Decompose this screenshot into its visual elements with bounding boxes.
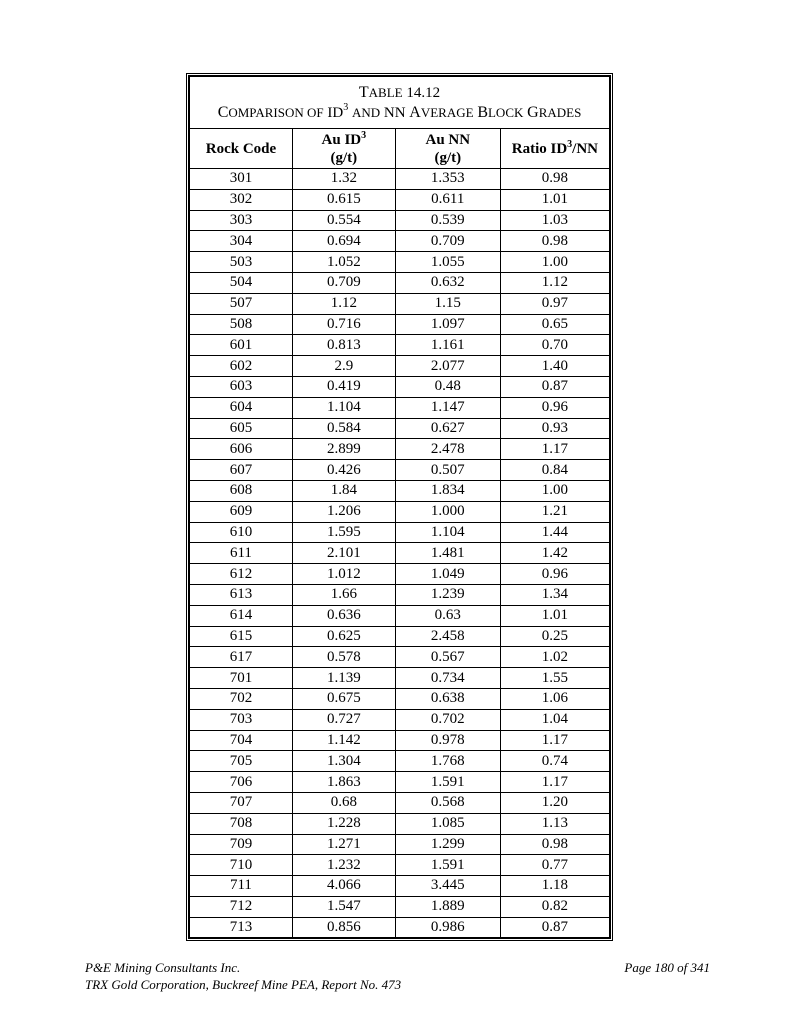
au-id3-cell: 1.142 [292,730,395,751]
au-nn-cell: 0.48 [395,376,500,397]
au-nn-cell: 1.299 [395,834,500,855]
au-nn-cell: 2.458 [395,626,500,647]
au-nn-cell: 1.239 [395,584,500,605]
table-row [190,460,610,481]
au-nn-cell: 1.055 [395,252,500,273]
table-row [190,501,610,522]
rock-code-cell: 609 [190,501,293,522]
au-nn-cell: 0.638 [395,688,500,709]
table-row [190,272,610,293]
rock-code-cell: 712 [190,896,293,917]
au-id3-cell: 2.101 [292,543,395,564]
ratio-cell: 1.02 [500,647,609,668]
au-nn-cell: 1.147 [395,397,500,418]
rock-code-cell: 610 [190,522,293,543]
table-row [190,439,610,460]
ratio-cell: 0.96 [500,564,609,585]
table-row [190,210,610,231]
table-row [190,418,610,439]
au-id3-cell: 1.304 [292,751,395,772]
rock-code-cell: 503 [190,252,293,273]
ratio-cell: 1.55 [500,668,609,689]
rock-code-cell: 612 [190,564,293,585]
rock-code-cell: 604 [190,397,293,418]
table-row [190,189,610,210]
au-id3-cell: 1.052 [292,252,395,273]
au-nn-cell: 1.049 [395,564,500,585]
ratio-cell: 0.70 [500,335,609,356]
au-nn-cell: 0.507 [395,460,500,481]
table-row [190,751,610,772]
rock-code-cell: 504 [190,272,293,293]
table-row [190,564,610,585]
table-row [190,480,610,501]
ratio-cell: 1.17 [500,772,609,793]
rock-code-cell: 605 [190,418,293,439]
au-nn-cell: 0.568 [395,792,500,813]
table-row [190,876,610,897]
au-nn-cell: 0.986 [395,917,500,938]
au-id3-cell: 0.694 [292,231,395,252]
au-id3-cell: 2.9 [292,356,395,377]
ratio-cell: 1.01 [500,605,609,626]
rock-code-cell: 713 [190,917,293,938]
au-nn-cell: 2.077 [395,356,500,377]
table-row [190,688,610,709]
table-row [190,314,610,335]
ratio-cell: 1.00 [500,252,609,273]
au-id3-cell: 0.625 [292,626,395,647]
au-nn-cell: 0.539 [395,210,500,231]
au-nn-cell: 1.834 [395,480,500,501]
ratio-cell: 1.17 [500,730,609,751]
rock-code-cell: 711 [190,876,293,897]
au-nn-cell: 1.481 [395,543,500,564]
footer-page-number: Page 180 of 341 [624,960,710,975]
footer-report: TRX Gold Corporation, Buckreef Mine PEA, Report No. 473 [85,977,402,992]
au-nn-cell: 0.709 [395,231,500,252]
rock-code-cell: 508 [190,314,293,335]
table-row [190,792,610,813]
ratio-cell: 1.44 [500,522,609,543]
grades-table [189,76,610,938]
rock-code-cell: 710 [190,855,293,876]
au-id3-cell: 1.863 [292,772,395,793]
au-nn-cell: 1.889 [395,896,500,917]
rock-code-cell: 606 [190,439,293,460]
table-row [190,917,610,938]
rock-code-cell: 302 [190,189,293,210]
table-row [190,252,610,273]
au-nn-cell: 1.104 [395,522,500,543]
rock-code-cell: 303 [190,210,293,231]
rock-code-cell: 701 [190,668,293,689]
au-nn-cell: 2.478 [395,439,500,460]
ratio-cell: 0.96 [500,397,609,418]
ratio-cell: 0.77 [500,855,609,876]
au-id3-cell: 0.615 [292,189,395,210]
ratio-cell: 1.06 [500,688,609,709]
au-id3-cell: 1.84 [292,480,395,501]
au-nn-cell: 0.978 [395,730,500,751]
ratio-cell: 0.97 [500,293,609,314]
au-id3-cell: 0.578 [292,647,395,668]
au-id3-cell: 1.206 [292,501,395,522]
ratio-cell: 0.98 [500,169,609,190]
rock-code-cell: 709 [190,834,293,855]
au-nn-cell: 1.097 [395,314,500,335]
au-id3-cell: 4.066 [292,876,395,897]
au-nn-cell: 1.161 [395,335,500,356]
ratio-cell: 1.42 [500,543,609,564]
table-frame [186,73,613,941]
rock-code-cell: 613 [190,584,293,605]
ratio-cell: 1.03 [500,210,609,231]
rock-code-cell: 708 [190,813,293,834]
ratio-cell: 1.21 [500,501,609,522]
rock-code-cell: 704 [190,730,293,751]
au-id3-cell: 0.709 [292,272,395,293]
au-nn-cell: 3.445 [395,876,500,897]
au-id3-cell: 0.716 [292,314,395,335]
table-row [190,668,610,689]
ratio-cell: 1.01 [500,189,609,210]
au-nn-cell: 0.632 [395,272,500,293]
table-row [190,376,610,397]
rock-code-cell: 603 [190,376,293,397]
au-id3-cell: 0.856 [292,917,395,938]
au-id3-cell: 0.813 [292,335,395,356]
ratio-cell: 0.98 [500,834,609,855]
ratio-cell: 1.40 [500,356,609,377]
au-nn-cell: 0.627 [395,418,500,439]
ratio-cell: 0.65 [500,314,609,335]
au-id3-cell: 1.595 [292,522,395,543]
table-row [190,626,610,647]
ratio-cell: 0.25 [500,626,609,647]
table-row [190,855,610,876]
rock-code-cell: 705 [190,751,293,772]
rock-code-cell: 507 [190,293,293,314]
header-au-nn: Au NN (g/t) [395,129,500,169]
au-nn-cell: 1.591 [395,772,500,793]
table-row [190,813,610,834]
au-id3-cell: 1.32 [292,169,395,190]
au-id3-cell: 1.104 [292,397,395,418]
footer-company: P&E Mining Consultants Inc. [85,960,241,975]
au-nn-cell: 1.591 [395,855,500,876]
au-id3-cell: 1.139 [292,668,395,689]
ratio-cell: 1.34 [500,584,609,605]
table-row [190,335,610,356]
table-row [190,772,610,793]
rock-code-cell: 602 [190,356,293,377]
au-id3-cell: 0.68 [292,792,395,813]
au-nn-cell: 0.702 [395,709,500,730]
ratio-cell: 0.74 [500,751,609,772]
au-id3-cell: 0.554 [292,210,395,231]
au-nn-cell: 1.768 [395,751,500,772]
au-nn-cell: 0.734 [395,668,500,689]
au-id3-cell: 1.012 [292,564,395,585]
rock-code-cell: 615 [190,626,293,647]
au-id3-cell: 1.228 [292,813,395,834]
ratio-cell: 1.12 [500,272,609,293]
ratio-cell: 1.20 [500,792,609,813]
au-id3-cell: 1.547 [292,896,395,917]
au-nn-cell: 0.611 [395,189,500,210]
au-id3-cell: 1.66 [292,584,395,605]
ratio-cell: 1.00 [500,480,609,501]
ratio-cell: 0.87 [500,917,609,938]
header-ratio: Ratio $ID^3/NN$ [500,129,609,169]
table-row [190,834,610,855]
ratio-cell: 1.04 [500,709,609,730]
table-row [190,522,610,543]
au-id3-cell: 0.584 [292,418,395,439]
rock-code-cell: 601 [190,335,293,356]
footer-left [85,959,401,993]
rock-code-cell: 611 [190,543,293,564]
au-nn-cell: 1.15 [395,293,500,314]
au-nn-cell: 1.000 [395,501,500,522]
rock-code-cell: 707 [190,792,293,813]
au-id3-cell: 1.12 [292,293,395,314]
header-rock-code: Rock Code [190,129,293,169]
au-id3-cell: 1.232 [292,855,395,876]
au-nn-cell: 0.63 [395,605,500,626]
table-row [190,647,610,668]
table-title: COMPARISON OF $ID^3$ AND NN AVERAGE BLOCK GRADES [217,101,582,121]
table-row [190,584,610,605]
table-caption [190,77,610,129]
rock-code-cell: 706 [190,772,293,793]
table-row [190,356,610,377]
au-id3-cell: 0.675 [292,688,395,709]
au-id3-cell: 2.899 [292,439,395,460]
au-id3-cell: 0.636 [292,605,395,626]
au-nn-cell: 1.085 [395,813,500,834]
table-row [190,709,610,730]
rock-code-cell: 617 [190,647,293,668]
table-row [190,543,610,564]
table-row [190,397,610,418]
au-nn-cell: 0.567 [395,647,500,668]
ratio-cell: 1.17 [500,439,609,460]
table-row [190,169,610,190]
table-row [190,231,610,252]
au-id3-cell: 0.419 [292,376,395,397]
ratio-cell: 1.13 [500,813,609,834]
table-number: TABLE 14.12 [358,83,441,101]
ratio-cell: 1.18 [500,876,609,897]
table-row [190,605,610,626]
rock-code-cell: 304 [190,231,293,252]
au-id3-cell: 0.426 [292,460,395,481]
table-row [190,293,610,314]
rock-code-cell: 614 [190,605,293,626]
table-body [190,169,610,938]
rock-code-cell: 607 [190,460,293,481]
au-id3-cell: 0.727 [292,709,395,730]
ratio-cell: 0.87 [500,376,609,397]
rock-code-cell: 703 [190,709,293,730]
rock-code-cell: 301 [190,169,293,190]
table-row [190,896,610,917]
header-au-id3: Au $ID^3$ (g/t) [292,129,395,169]
rock-code-cell: 608 [190,480,293,501]
au-id3-cell: 1.271 [292,834,395,855]
ratio-cell: 0.82 [500,896,609,917]
au-nn-cell: 1.353 [395,169,500,190]
rock-code-cell: 702 [190,688,293,709]
ratio-cell: 0.93 [500,418,609,439]
ratio-cell: 0.98 [500,231,609,252]
ratio-cell: 0.84 [500,460,609,481]
table-row [190,730,610,751]
